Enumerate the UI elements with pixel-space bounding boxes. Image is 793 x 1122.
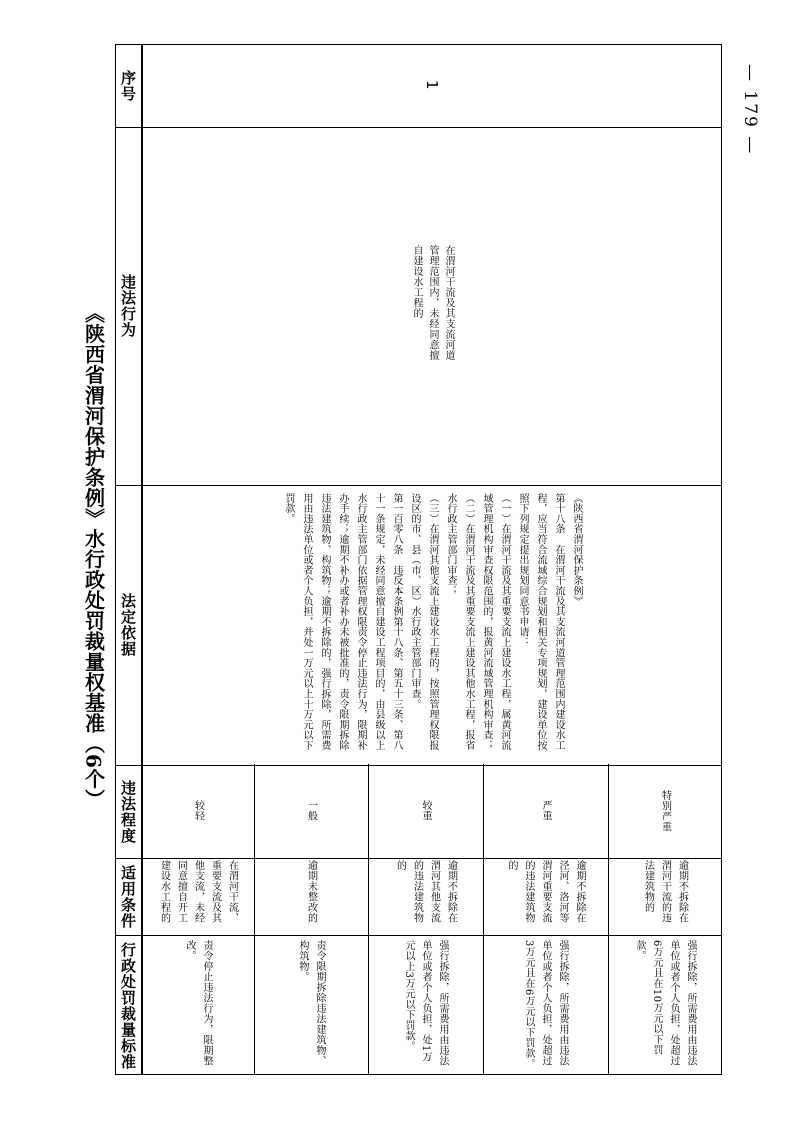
header-act: 违法行为	[119, 274, 137, 338]
level-condition: 逾期未整改的	[305, 859, 317, 923]
level-degree: 一般	[305, 800, 317, 821]
document-title: 《陕西省渭河保护条例》水行政处罚裁量权基准（6个）	[81, 302, 106, 810]
level-degree: 严重	[540, 800, 551, 821]
row-act: 在渭河干流及其支流河道管理范围内，未经同意擅自建设水工程的	[411, 245, 454, 361]
level-condition: 在渭河干流、重要支流及其他支流，未经同意擅自开工建设水工程的	[158, 859, 238, 923]
level-standard: 强行拆除，所需费用由违法单位或者个人负担，处超过3万元且在6万元以下罚款。	[523, 939, 568, 1069]
level-degree: 特别严重	[659, 789, 671, 832]
level-standard: 责令限期拆除违法建筑物、构筑物。	[297, 939, 325, 1066]
header-standard: 行政处罚裁量标准	[119, 941, 137, 1070]
page-number: — 179 —	[740, 64, 760, 156]
row-legal-basis: 《陕西省渭河保护条例》 第十八条 在渭河干流及其支流河道管理范围内建设水工程，应当符合流域综合规划和相关专项规划，建设单位按照下列规定提出规划同意书申请： （一）在渭河干流及其重要支流上建设水工程，属黄河流域管理机构审查权限范围的，报黄河流域管理机构审查； （二）在渭河干流及其重要支流上建设其他水工程，报省水行政主管部门审查； （三）在渭河其他支流上建设水工程的，按照管理权限报设区的市、县（市、区）水行政主管部门审查。 第一百零八条 违反本条例第十八条、第五十三条、第八十一条规定，未经同意擅自建设工程项目的，由县级以上水行政主管部门依据管理权限责令停止违法行为，限期补办手续；逾期不补办或者补办未被批准的，责令限期拆除违法建筑物、构筑物；逾期不拆除的，强行拆除，所需费用由违法单位或者个人负担，并处一万元以上十万元以下罚款。	[283, 493, 582, 751]
level-standard: 强行拆除，所需费用由违法单位或者个人负担，处1万元以上3万元以下罚款。	[403, 939, 448, 1066]
header-basis: 法定依据	[119, 593, 137, 657]
level-condition: 逾期不拆除在渭河其他支流的违法建筑物的	[394, 859, 457, 923]
row-index: 1	[423, 80, 441, 90]
header-degree: 违法程度	[119, 779, 137, 844]
level-condition: 逾期不拆除在泾河、洛河等渭河重要支流的违法建筑物的	[506, 859, 585, 923]
level-degree: 较重	[420, 800, 431, 821]
level-condition: 逾期不拆除在渭河干流的违法建筑物的	[642, 859, 688, 923]
header-condition: 适用条件	[119, 864, 137, 929]
header-index: 序号	[119, 70, 137, 102]
level-standard: 责令停止违法行为，限期整改。	[184, 939, 212, 1066]
level-degree: 较轻	[192, 800, 204, 821]
level-standard: 强行拆除，所需费用由违法单位或者个人负担，处超过6万元且在10万元以下罚款。	[634, 939, 696, 1066]
